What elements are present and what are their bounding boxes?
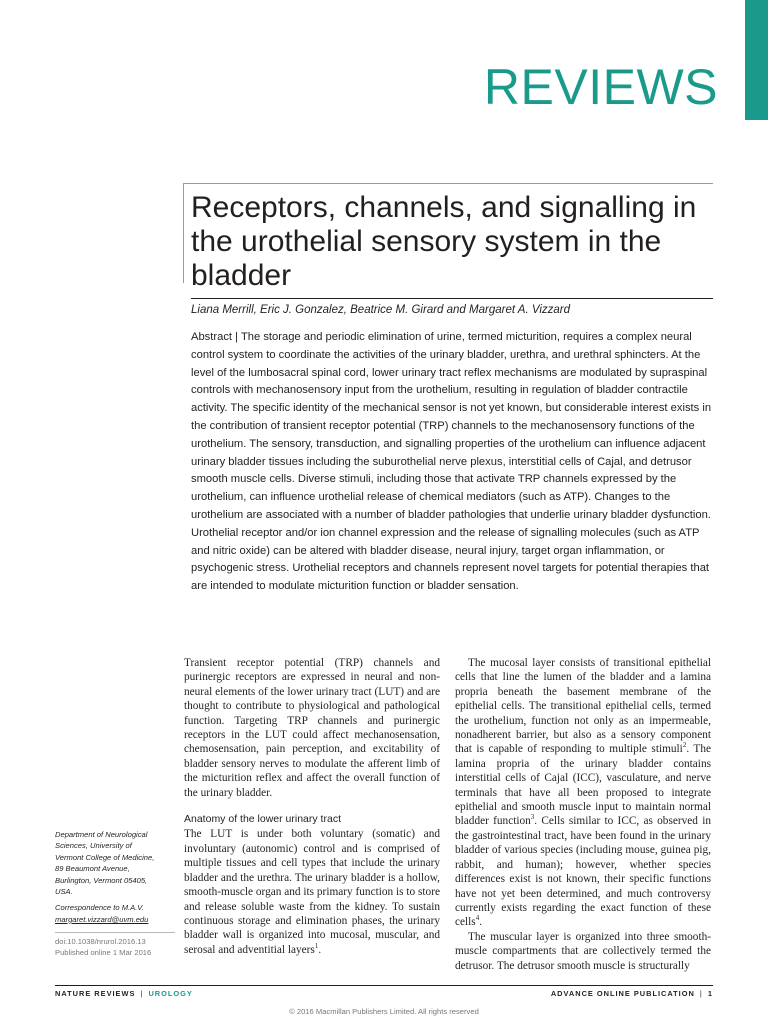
copyright-notice: © 2016 Macmillan Publishers Limited. All rights reserved <box>289 1007 479 1016</box>
anatomy-text-end: . <box>318 943 322 956</box>
footer-separator: | <box>140 989 144 998</box>
affiliation-sidebar <box>55 829 175 925</box>
anatomy-paragraph <box>184 827 440 957</box>
journal-name: NATURE REVIEWS <box>55 989 136 998</box>
affiliation-line: Department of Neurological <box>55 830 148 839</box>
section-label: REVIEWS <box>483 59 718 115</box>
authors-rule <box>191 298 713 299</box>
section-heading: Anatomy of the lower urinary tract <box>184 813 341 826</box>
mucosal-text-c: . Cells similar to ICC, as observed in the gastrointestinal tract, have been found in the urinary bladder of various species (including mouse, guinea pig, rabbit, and human); however, whether species differences exist is not known, their specific functions have not yet been determined, and much controversy currently exists regarding the exact function of these cells <box>455 815 711 929</box>
affiliation-line: Sciences, University of <box>55 841 132 851</box>
page-number: 1 <box>707 989 713 998</box>
intro-paragraph: Transient receptor potential (TRP) channels and purinergic receptors are expressed in neural and non-neural elements of the lower urinary tract (LUT) and are thought to contribute to physiological and pathological function. Targeting TRP channels and purinergic receptors in the LUT could affect mechanosensation, chemosensation, pain perception, and excitability of bladder sensory nerves to modulate the afferent limb of the micturition reflex and affect the overall function of the urinary bladder. <box>184 657 440 799</box>
published-date: Published online 1 Mar 2016 <box>55 948 152 957</box>
footer-journal <box>55 989 193 998</box>
citation-ref[interactable]: 3 <box>530 813 535 822</box>
citation-ref[interactable]: 4 <box>475 914 480 923</box>
footer-publication <box>551 989 713 998</box>
affiliation-line: 89 Beaumont Avenue, <box>55 864 130 874</box>
body-column-right <box>455 656 711 973</box>
title-rule-cap <box>183 183 184 283</box>
citation-ref[interactable]: 1 <box>314 941 319 950</box>
article-abstract: Abstract | The storage and periodic elimination of urine, termed micturition, requires a complex neural control system to coordinate the activities of the urinary bladder, urethra, and urethral sphincters. At the level of the lumbosacral spinal cord, lower urinary tract reflex mechanisms are modulated by supraspinal controls with mechanosensory input from the urothelium, resulting in regulation of bladder contractile activity. The specific identity of the mechanical sensor is not yet known, but considerable interest exists in the contribution of transient receptor potential (TRP) channels to the mechanosensory functions of the urothelium. The sensory, transduction, and signalling properties of the urothelium can influence adjacent urinary bladder tissues including the suburothelial nerve plexus, interstitial cells of Cajal, and detrusor smooth muscle cells. Diverse stimuli, including those that activate TRP channels expressed by the urothelium, can influence urothelial release of chemical mediators (such as ATP). Changes to the urothelium are associated with a number of bladder pathologies that underlie urinary bladder dysfunction. Urothelial receptor and/or ion channel expression and the release of signalling molecules (such as ATP and nitric oxide) can be altered with bladder disease, neural injury, target organ inflammation, or psychogenic stress. Urothelial receptors and channels represent novel targets for potential therapies that are intended to modulate micturition function or bladder sensation. <box>191 331 712 593</box>
footer-rule <box>55 985 713 986</box>
mucosal-paragraph <box>455 656 711 930</box>
mucosal-text-a: The mucosal layer consists of transitional epithelial cells that line the lumen of the bladder and a lamina propria beneath the basement membrane of the epithelial cells. The transitional epithelial cells, termed the urothelium, function not only as an impermeable, nonadherent barrier, but also as a sensory component that is capable of responding to multiple stimuli <box>455 657 711 756</box>
mucosal-text-b: . The lamina propria of the urinary bladder contains interstitial cells of Cajal (ICC), vasculature, and nerve terminals that have all been proposed to integrate epithelial and smooth muscle input to maintain normal bladder function <box>455 743 711 828</box>
article-title: Receptors, channels, and signalling in the urothelial sensory system in the bladder <box>191 191 697 292</box>
affiliation-line: Vermont College of Medicine, <box>55 852 155 862</box>
affiliation-line: Burlington, Vermont 05405, <box>55 875 148 885</box>
affiliation-line: USA. <box>55 887 73 897</box>
doi-rule <box>55 932 175 933</box>
anatomy-text: The LUT is under both voluntary (somatic) and involuntary (autonomic) control and is comprised of multiple tissues and cell types that include the urinary bladder and the urethra. The urinary bladder is a hollow, smooth-muscle organ and its primary function is to store and release soluble waste from the kidney. To sustain continuous storage and elimination phases, the urinary bladder wall is organized into mucosal, muscular, and serosal and adventitial layers <box>184 828 440 956</box>
article-authors: Liana Merrill, Eric J. Gonzalez, Beatrice M. Girard and Margaret A. Vizzard <box>191 304 571 316</box>
body-column-left <box>184 656 440 957</box>
title-rule <box>183 183 713 184</box>
footer-separator: | <box>699 989 703 998</box>
mucosal-text-d: . <box>479 916 483 929</box>
muscular-paragraph: The muscular layer is organized into three smooth-muscle compartments that are collectively termed the detrusor. The detrusor smooth muscle is structurally <box>455 930 711 972</box>
correspondence-label: Correspondence to M.A.V. <box>55 903 144 913</box>
journal-section: UROLOGY <box>148 989 193 998</box>
email-link[interactable]: margaret.vizzard@uvm.edu <box>55 914 149 924</box>
doi-block <box>55 936 177 958</box>
accent-bar <box>745 0 768 120</box>
doi-link[interactable]: doi:10.1038/nrurol.2016.13 <box>55 937 146 946</box>
publication-status: ADVANCE ONLINE PUBLICATION <box>550 989 695 998</box>
citation-ref[interactable]: 2 <box>682 741 687 750</box>
